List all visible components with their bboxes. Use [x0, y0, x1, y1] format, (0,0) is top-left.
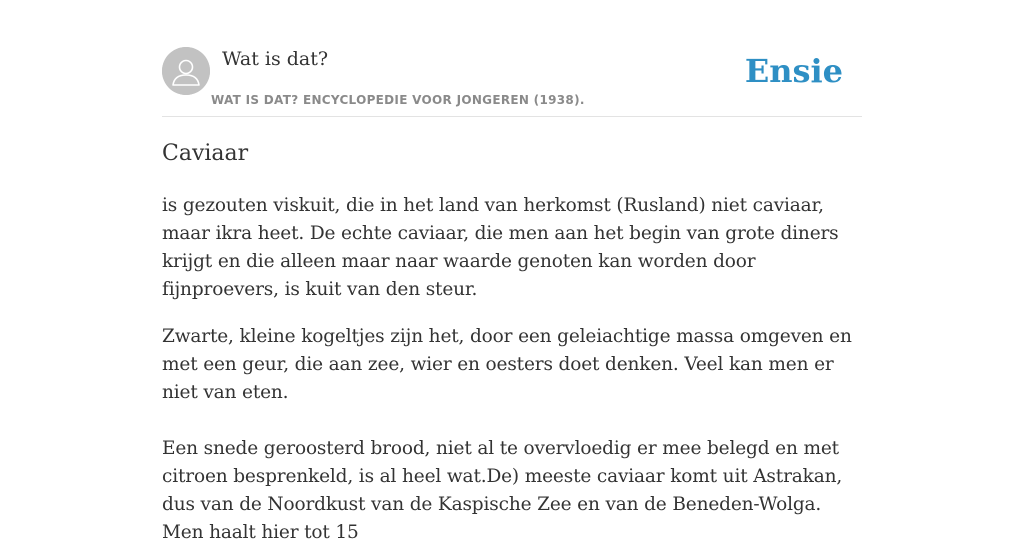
ensie-logo[interactable]: Ensie	[744, 52, 843, 90]
article-paragraph: is gezouten viskuit, die in het land van herkomst (Rusland) niet caviaar, maar ikra heet. De echte caviaar, die men aan het begin van grote diners krijgt en die alleen maar naar waarde genoten kan worden door fijnproevers, is kuit van den steur.	[162, 195, 839, 300]
source-title[interactable]: Wat is dat?	[222, 48, 329, 70]
article-paragraph: Zwarte, kleine kogeltjes zijn het, door een geleiachtige massa omgeven en met een geur, die aan zee, wier en oesters doet denken. Veel kan men er niet van eten.	[162, 326, 852, 403]
source-subtitle[interactable]: WAT IS DAT? ENCYCLOPEDIE VOOR JONGEREN (1938).	[211, 93, 585, 107]
source-header	[162, 46, 862, 117]
user-avatar-icon[interactable]	[162, 47, 210, 95]
article-paragraph: Een snede geroosterd brood, niet al te overvloedig er mee belegd en met citroen besprenkeld, is al heel wat.De) meeste caviaar komt uit Astrakan, dus van de Noordkust van de Kaspische Zee en van de Beneden-Wolga. Men haalt hier tot 15	[162, 438, 843, 543]
article-title: Caviaar	[162, 141, 249, 166]
article	[162, 138, 868, 547]
